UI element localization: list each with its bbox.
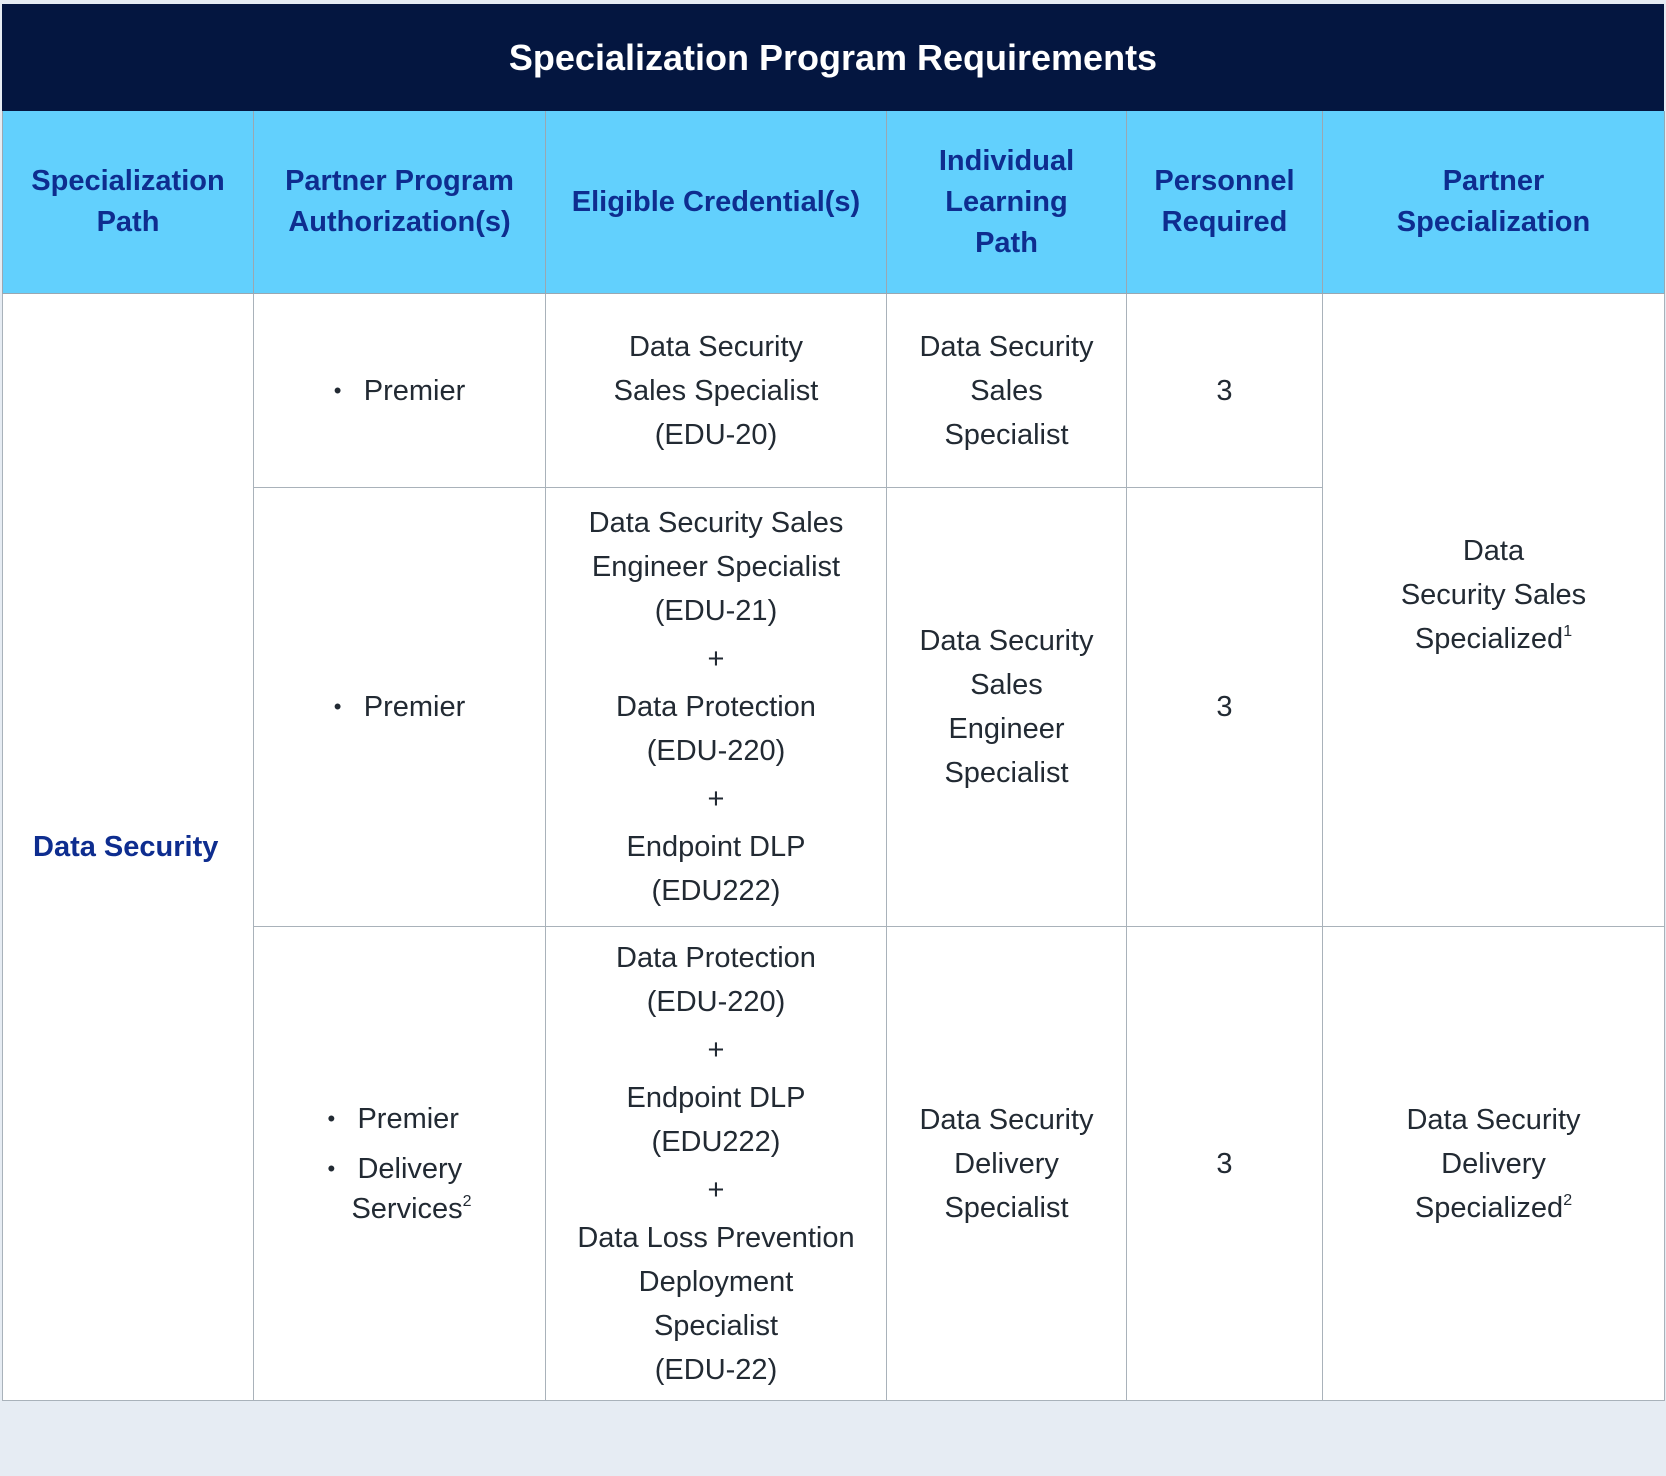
header-personnel-required: Personnel Required: [1127, 111, 1323, 294]
personnel-required-cell: 3: [1127, 294, 1323, 488]
list-item: • Premier: [334, 371, 466, 411]
authorization-cell: [254, 294, 546, 488]
header-individual-learning-path: Individual Learning Path: [887, 111, 1127, 294]
credential-cell: Data Security Sales Engineer Specialist (EDU-21) + Data Protection (EDU-220) + Endpoint DLP (EDU222): [546, 488, 887, 927]
table-title-text: Specialization Program Requirements: [508, 36, 1158, 78]
requirements-table: [2, 111, 1665, 1401]
authorization-cell: [254, 927, 546, 1401]
learning-path-cell: Data Security Sales Engineer Specialist: [887, 488, 1127, 927]
learning-path-cell: Data Security Sales Specialist: [887, 294, 1127, 488]
requirements-table-container: [2, 4, 1664, 1401]
table-row: [3, 294, 1665, 488]
personnel-required-cell: 3: [1127, 927, 1323, 1401]
footnote-marker: 2: [1563, 1191, 1573, 1209]
page-bottom-border: [0, 1472, 1666, 1476]
table-title: [2, 4, 1664, 111]
footnote-marker: 2: [462, 1192, 472, 1210]
bullet-icon: •: [327, 1105, 336, 1131]
credential-cell: Data Security Sales Specialist (EDU-20): [546, 294, 887, 488]
specialization-path-cell: Data Security: [3, 294, 254, 1401]
authorization-cell: [254, 488, 546, 927]
credential-cell: Data Protection (EDU-220) + Endpoint DLP (EDU222) + Data Loss Prevention Deployment Specialist (EDU-22): [546, 927, 887, 1401]
bullet-icon: •: [333, 377, 342, 403]
footnote-marker: 1: [1563, 623, 1573, 640]
header-specialization-path: Specialization Path: [3, 111, 254, 294]
bullet-icon: •: [327, 1155, 336, 1181]
bullet-icon: •: [333, 694, 342, 719]
personnel-required-cell: 3: [1127, 488, 1323, 927]
header-partner-program-authorization: Partner Program Authorization(s): [254, 111, 546, 294]
header-row: [3, 111, 1665, 294]
header-eligible-credentials: Eligible Credential(s): [546, 111, 887, 294]
list-item: • Premier: [334, 687, 466, 727]
partner-specialization-cell: Data Security Sales Specialized$^1$: [1323, 294, 1665, 927]
list-item: • Premier: [327, 1099, 471, 1139]
header-partner-specialization: Partner Specialization: [1323, 111, 1665, 294]
learning-path-cell: Data Security Delivery Specialist: [887, 927, 1127, 1401]
partner-specialization-cell: Data Security Delivery Specialized$^2$: [1323, 927, 1665, 1401]
list-item: • Delivery Services$^2$: [327, 1149, 471, 1229]
